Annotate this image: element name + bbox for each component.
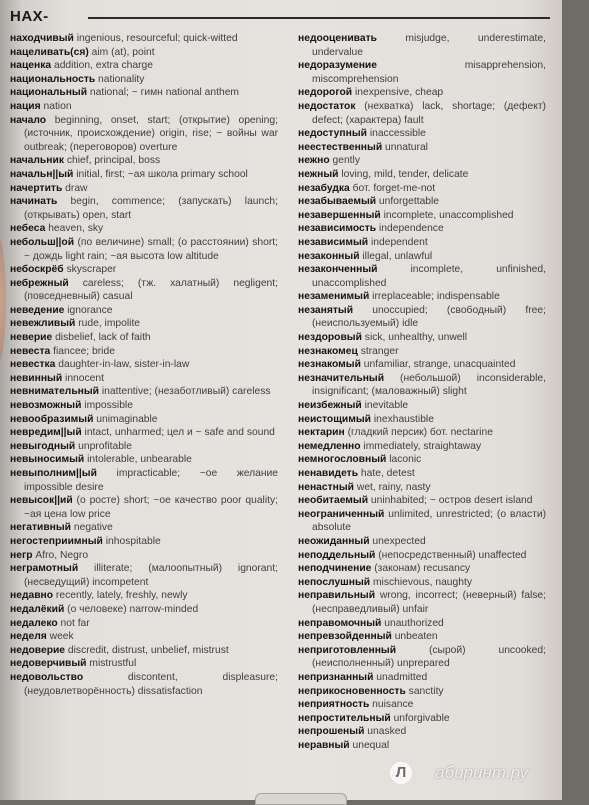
dictionary-entry <box>10 657 278 671</box>
entry-translation: sick, unhealthy, unwell <box>361 332 468 344</box>
entry-translation: impossible <box>81 400 133 412</box>
entry-translation: inhospitable <box>102 535 161 547</box>
dictionary-entry <box>10 304 278 318</box>
entry-headword: непревзойденный <box>298 631 392 643</box>
entry-headword: неравный <box>298 739 350 751</box>
dictionary-entry <box>10 467 278 494</box>
dictionary-entry <box>298 345 546 359</box>
entry-headword: неподчинение <box>298 563 372 575</box>
entry-translation: laconic <box>386 454 422 466</box>
entry-headword: неестественный <box>298 141 383 153</box>
entry-headword: невыполним||ый <box>10 468 97 479</box>
dictionary-entry <box>10 46 278 60</box>
entry-translation: week <box>46 631 74 643</box>
entry-headword: незабываемый <box>298 196 377 208</box>
entry-headword: незаменимый <box>298 291 370 303</box>
entry-translation: wet, rainy, nasty <box>354 481 431 493</box>
dictionary-entry <box>10 182 278 196</box>
entry-translation: (небольшой) inconsiderable, insignificant; (маловажный) slight <box>312 372 546 398</box>
entry-translation: independence <box>376 223 444 235</box>
entry-translation: addition, extra charge <box>51 60 153 72</box>
entry-translation: inevitable <box>361 400 409 412</box>
entry-headword: начинать <box>10 196 58 208</box>
entry-translation: chief, principal, boss <box>63 155 161 167</box>
entry-headword: начальник <box>10 155 64 167</box>
entry-headword: незаконный <box>298 250 360 262</box>
dictionary-entry <box>10 549 278 563</box>
entry-headword: неведение <box>10 304 65 316</box>
entry-headword: незабудка <box>298 182 350 194</box>
page-header <box>10 8 550 28</box>
entry-headword: нездоровый <box>298 332 362 344</box>
dictionary-entry <box>298 86 546 100</box>
entry-headword: недоразумение <box>298 60 377 72</box>
entry-headword: небеса <box>10 223 46 235</box>
header-rule <box>88 17 550 19</box>
entry-headword: неправильный <box>298 590 376 602</box>
entry-headword: находчивый <box>10 33 74 44</box>
entry-headword: независимость <box>298 223 377 235</box>
entry-translation: unadmitted <box>373 671 428 683</box>
dictionary-entry <box>10 603 278 617</box>
entry-translation: skyscraper <box>63 264 117 276</box>
entry-translation: (сырой) uncooked; (неисполненный) unprepared <box>312 644 546 670</box>
dictionary-entry <box>10 277 278 304</box>
dictionary-entry <box>10 73 278 87</box>
dictionary-entry <box>298 685 546 699</box>
dictionary-entry <box>298 222 546 236</box>
entry-translation: aim (at), point <box>88 46 155 58</box>
entry-translation: hate, detest <box>358 468 415 479</box>
entry-translation: unfamiliar, strange, unacquainted <box>360 359 516 371</box>
dictionary-entry <box>10 32 278 46</box>
entry-translation: recently, lately, freshly, newly <box>53 590 188 602</box>
entry-headword: недооценивать <box>298 33 377 44</box>
entry-headword: начертить <box>10 182 63 194</box>
entry-headword: неистощимый <box>298 413 371 425</box>
entry-headword: незначительный <box>298 372 385 384</box>
dictionary-entry <box>298 209 546 223</box>
entry-headword: неверие <box>10 332 53 344</box>
entry-headword: негативный <box>10 522 72 534</box>
entry-headword: недоверчивый <box>10 658 87 670</box>
entry-headword: немедленно <box>298 440 361 452</box>
entry-translation: unforgivable <box>390 712 450 724</box>
dictionary-entry <box>298 725 546 739</box>
entry-headword: непрошеный <box>298 726 365 738</box>
dictionary-entry <box>298 168 546 182</box>
dictionary-entry <box>298 562 546 576</box>
dictionary-entry <box>298 304 546 331</box>
dictionary-entry <box>298 236 546 250</box>
entry-translation: discontent, displeasure; (неудовлетворённость) dissatisfaction <box>24 671 278 697</box>
dictionary-entry <box>298 141 546 155</box>
dictionary-entry <box>10 154 278 168</box>
dictionary-entry <box>298 426 546 440</box>
entry-headword: нежный <box>298 168 339 180</box>
entry-translation: бот. forget-me-not <box>349 182 436 194</box>
dictionary-entry <box>10 521 278 535</box>
entry-headword: незнакомый <box>298 359 361 371</box>
dictionary-entry <box>298 127 546 141</box>
entry-headword: недовольство <box>10 671 84 683</box>
entry-headword: недостаток <box>298 100 356 112</box>
entry-translation: mischievous, naughty <box>370 576 472 588</box>
dictionary-entry <box>10 413 278 427</box>
dictionary-entry <box>10 562 278 589</box>
entry-translation: nation <box>40 100 72 112</box>
entry-headword: небрежный <box>10 277 69 289</box>
entry-translation: begin, commence; (запускать) launch; (открывать) open, start <box>24 196 278 221</box>
entry-translation: (законам) recusancy <box>371 563 471 575</box>
entry-translation: unasked <box>364 726 407 738</box>
entry-translation: careless; (тж. халатный) negligent; (повседневный) casual <box>24 277 278 303</box>
entry-translation: unexpected <box>369 535 426 547</box>
entry-headword: немногословный <box>298 454 387 466</box>
entry-headword: незавершенный <box>298 209 381 221</box>
dictionary-entry <box>298 358 546 372</box>
entry-translation: nationality <box>95 73 145 85</box>
entry-translation: draw <box>62 182 88 194</box>
entry-headword: неприятность <box>298 699 370 711</box>
entry-translation: ignorance <box>64 304 113 316</box>
entry-headword: непростительный <box>298 712 391 724</box>
entry-translation: gently <box>329 155 360 167</box>
entry-translation: fiancee; bride <box>50 345 115 357</box>
dictionary-entry <box>10 263 278 277</box>
entry-headword: недалеко <box>10 617 58 629</box>
entry-headword: негостеприимный <box>10 535 103 547</box>
dictionary-entry <box>10 331 278 345</box>
entry-translation: inexhaustible <box>370 413 434 425</box>
entry-translation: daughter-in-law, sister-in-law <box>55 359 190 371</box>
entry-headword: небоскрёб <box>10 264 64 276</box>
dictionary-entry <box>298 290 546 304</box>
entry-headword: неизбежный <box>298 400 362 412</box>
entry-translation: unforgettable <box>376 196 440 208</box>
entry-translation: sanctity <box>405 685 444 697</box>
entry-headword: невестка <box>10 359 56 371</box>
entry-translation: unnatural <box>382 141 428 153</box>
dictionary-entry <box>10 372 278 386</box>
entry-headword: независимый <box>298 236 369 248</box>
dictionary-entry <box>298 154 546 168</box>
dictionary-entry <box>10 453 278 467</box>
entry-headword: небольш||ой <box>10 236 75 248</box>
dictionary-entry <box>298 712 546 726</box>
dictionary-entry <box>298 549 546 563</box>
entry-translation: stranger <box>357 345 399 357</box>
dictionary-entry <box>298 630 546 644</box>
dictionary-entry <box>298 195 546 209</box>
entry-headword: невыносимый <box>10 454 85 466</box>
entry-translation: (о человеке) narrow-minded <box>64 603 199 615</box>
dictionary-entry <box>298 413 546 427</box>
entry-translation: rude, impolite <box>75 318 141 330</box>
dictionary-entry <box>298 644 546 671</box>
entry-headword: незнакомец <box>298 345 358 357</box>
entry-translation: wrong, incorrect; (неверный) false; (несправедливый) unfair <box>312 590 546 615</box>
dictionary-entry <box>298 453 546 467</box>
entry-headword: нацеливать(ся) <box>10 46 89 58</box>
entry-headword: невнимательный <box>10 386 100 398</box>
dictionary-entry <box>10 385 278 399</box>
entry-headword: ненавидеть <box>298 468 359 479</box>
dictionary-entry <box>10 222 278 236</box>
entry-headword: наценка <box>10 60 52 72</box>
dictionary-entry <box>10 494 278 521</box>
dictionary-entry <box>10 195 278 222</box>
book-clip <box>255 793 347 805</box>
entry-headword: невинный <box>10 372 63 384</box>
dictionary-entry <box>298 481 546 495</box>
dictionary-entry <box>298 698 546 712</box>
dictionary-entry <box>10 671 278 698</box>
entry-headword: неограниченный <box>298 508 385 520</box>
entry-translation: (непосредственный) unaffected <box>375 549 527 561</box>
dictionary-entry <box>10 59 278 73</box>
entry-translation: negative <box>71 522 113 534</box>
dictionary-entry <box>298 182 546 196</box>
entry-translation: (по величине) small; (о расстоянии) short; ~ дождь light rain; ~ая высота low altitude <box>24 236 278 262</box>
entry-headword: невежливый <box>10 318 76 330</box>
right-column <box>298 32 546 752</box>
entry-translation: immediately, straightaway <box>360 440 482 452</box>
entry-headword: неприготовленный <box>298 644 397 656</box>
entry-translation: intolerable, unbearable <box>84 454 192 466</box>
dictionary-entry <box>10 617 278 631</box>
entry-headword: невозможный <box>10 400 82 412</box>
entry-headword: национальность <box>10 73 96 85</box>
dictionary-entry <box>298 32 546 59</box>
entry-headword: неожиданный <box>298 535 370 547</box>
dictionary-entry <box>298 331 546 345</box>
dictionary-entry <box>298 467 546 481</box>
dictionary-entry <box>298 250 546 264</box>
entry-headword: ненастный <box>298 481 355 493</box>
dictionary-entry <box>10 630 278 644</box>
entry-headword: непризнанный <box>298 671 374 683</box>
entry-headword: негр <box>10 549 33 561</box>
entry-translation: disbelief, lack of faith <box>52 332 151 344</box>
dictionary-entry <box>10 644 278 658</box>
entry-headword: неподдельный <box>298 549 376 561</box>
entry-translation: unprofitable <box>75 440 132 452</box>
dictionary-entry <box>298 100 546 127</box>
dictionary-entry <box>10 236 278 263</box>
dictionary-entry <box>298 671 546 685</box>
entry-headword: невысок||ий <box>10 495 73 507</box>
entry-headword: недалёкий <box>10 603 65 615</box>
entry-headword: неделя <box>10 631 47 643</box>
entry-headword: незанятый <box>298 304 354 316</box>
entry-translation: unoccupied; (свободный) free; (неиспользуемый) idle <box>312 304 546 330</box>
dictionary-entry <box>298 263 546 290</box>
entry-translation: illiterate; (малоопытный) ignorant; (несведущий) incompetent <box>24 563 278 588</box>
dictionary-entry <box>298 399 546 413</box>
dictionary-entry <box>10 440 278 454</box>
dictionary-entry <box>10 535 278 549</box>
entry-translation: intact, unharmed; цел и ~ safe and sound <box>81 427 275 439</box>
entry-translation: loving, mild, tender, delicate <box>338 168 469 180</box>
dictionary-entry <box>10 399 278 413</box>
entry-translation: (гладкий персик) бот. nectarine <box>344 427 493 439</box>
dictionary-entry <box>298 576 546 590</box>
entry-translation: independent <box>368 236 428 248</box>
left-column <box>10 32 278 698</box>
entry-translation: irreplaceable; indispensable <box>369 291 500 303</box>
entry-translation: unauthorized <box>381 617 444 629</box>
entry-headword: невеста <box>10 345 51 357</box>
entry-translation: Afro, Negro <box>32 549 89 561</box>
dictionary-entry <box>298 59 546 86</box>
entry-headword: необитаемый <box>298 495 369 507</box>
entry-translation: nuisance <box>369 699 414 711</box>
entry-headword: нация <box>10 100 41 112</box>
publisher-logo-icon: Л <box>390 762 412 784</box>
entry-translation: inexpensive, cheap <box>352 87 444 99</box>
dictionary-entry <box>298 739 546 753</box>
entry-translation: misapprehension, miscomprehension <box>312 60 546 85</box>
entry-translation: not far <box>57 617 90 629</box>
finger-edge <box>0 230 6 370</box>
dictionary-entry <box>298 494 546 508</box>
entry-translation: discredit, distrust, unbelief, mistrust <box>65 644 229 656</box>
dictionary-entry <box>298 535 546 549</box>
entry-headword: неграмотный <box>10 563 79 575</box>
entry-translation: unlimited, unrestricted; (о власти) absolute <box>312 508 546 534</box>
dictionary-entry <box>10 358 278 372</box>
entry-headword: невредим||ый <box>10 427 82 439</box>
entry-translation: (о росте) short; ~ое качество poor quality; ~ая цена low price <box>24 495 278 520</box>
dictionary-entry <box>10 317 278 331</box>
entry-translation: incomplete, unaccomplished <box>380 209 514 221</box>
dictionary-entry <box>10 426 278 440</box>
entry-translation: (нехватка) lack, shortage; (дефект) defect; (характера) fault <box>312 100 546 126</box>
dictionary-entry <box>10 345 278 359</box>
entry-headword: нектарин <box>298 427 345 439</box>
entry-headword: незаконченный <box>298 264 378 276</box>
entry-headword: невыгодный <box>10 440 76 452</box>
entry-headword: недоверие <box>10 644 66 656</box>
entry-translation: inattentive; (незаботливый) careless <box>99 386 271 398</box>
entry-headword: непослушный <box>298 576 371 588</box>
entry-translation: misjudge, underestimate, undervalue <box>312 33 546 58</box>
dictionary-entry <box>298 372 546 399</box>
dictionary-entry <box>298 440 546 454</box>
entry-translation: incomplete, unfinished, unaccomplished <box>312 264 546 289</box>
dictionary-entry <box>10 589 278 603</box>
entry-translation: innocent <box>62 372 104 384</box>
entry-translation: unequal <box>349 739 390 751</box>
dictionary-entry <box>298 508 546 535</box>
entry-translation: national; ~ гимн national anthem <box>87 87 239 99</box>
entry-translation: inaccessible <box>366 128 426 140</box>
entry-translation: ingenious, resourceful; quick-witted <box>73 33 238 44</box>
publisher-watermark: абиринт.ру <box>435 763 528 782</box>
dictionary-entry <box>10 100 278 114</box>
entry-translation: initial, first; ~ая школа primary school <box>73 168 248 180</box>
dictionary-entry <box>10 168 278 182</box>
entry-headword: нежно <box>298 155 330 167</box>
entry-headword: национальный <box>10 87 88 99</box>
entry-headword: недоступный <box>298 128 367 140</box>
entry-translation: impracticable; ~ое желание impossible desire <box>24 468 278 493</box>
entry-translation: unbeaten <box>391 631 438 643</box>
entry-translation: illegal, unlawful <box>359 250 433 262</box>
dictionary-entry <box>298 589 546 616</box>
entry-headword: недорогой <box>298 87 353 99</box>
entry-headword: начало <box>10 114 47 126</box>
entry-headword: неправомочный <box>298 617 382 629</box>
entry-headword: невообразимый <box>10 413 94 425</box>
entry-translation: unimaginable <box>93 413 158 425</box>
entry-headword: начальн||ый <box>10 168 74 180</box>
entry-translation: heaven, sky <box>45 223 104 235</box>
entry-translation: uninhabited; ~ остров desert island <box>368 495 533 507</box>
dictionary-entry <box>10 86 278 100</box>
dictionary-entry <box>298 617 546 631</box>
entry-headword: неприкосновенность <box>298 685 406 697</box>
running-head: НАХ- <box>10 8 49 25</box>
entry-translation: mistrustful <box>86 658 137 670</box>
entry-translation: beginning, onset, start; (открытие) opening; (источник, происхождение) origin, rise; ~ войны war outbreak; (переговоров) overture <box>24 114 278 153</box>
dictionary-entry <box>10 114 278 155</box>
entry-headword: недавно <box>10 590 54 602</box>
